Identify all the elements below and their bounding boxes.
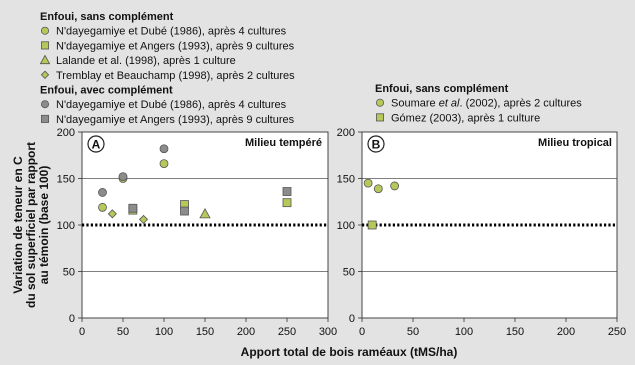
data-point-square	[129, 204, 137, 212]
data-point-circle	[99, 188, 107, 196]
y-tick-label: 150	[56, 173, 75, 186]
data-point-square	[283, 188, 291, 196]
y-tick-label: 200	[56, 127, 75, 139]
legend-entry-label: N'dayegamiye et Dubé (1986), après 4 cultures	[56, 99, 287, 112]
legend-marker-circle	[376, 99, 383, 106]
x-tick-label: 250	[277, 326, 297, 338]
legend-entry-label: Tremblay et Beauchamp (1998), après 2 cultures	[56, 69, 295, 82]
y-tick-label: 0	[348, 313, 355, 325]
x-tick-label: 150	[505, 326, 525, 338]
y-axis-label: Variation de teneur en Cdu sol superficiel par rapportau témoin (base 100)	[11, 141, 51, 309]
data-point-circle	[119, 173, 127, 181]
data-point-circle	[99, 203, 107, 211]
legend-marker-circle	[41, 27, 48, 34]
legend-entry-label: N'dayegamiye et Dubé (1986), après 4 cultures	[56, 25, 287, 38]
data-point-square	[181, 207, 189, 215]
data-point-square	[368, 221, 376, 229]
data-point-circle	[160, 145, 168, 153]
x-tick-label: 100	[154, 326, 174, 338]
legend-marker-triangle	[40, 56, 49, 64]
legend-entry-label: N'dayegamiye et Angers (1993), après 9 cultures	[56, 40, 295, 53]
legend-entry-label: Gómez (2003), après 1 culture	[391, 112, 541, 125]
legend-group-title: Enfoui, avec complément	[40, 84, 173, 97]
y-tick-label: 200	[336, 127, 355, 139]
panel-letter: B	[371, 137, 381, 152]
legend-marker-square	[376, 114, 383, 121]
legend-entry-label: Soumare et al. (2002), après 2 cultures	[391, 97, 582, 110]
x-axis-label: Apport total de bois raméaux (tMS/ha)	[240, 345, 458, 359]
data-point-circle	[160, 160, 168, 168]
x-tick-label: 250	[607, 326, 627, 338]
y-tick-label: 50	[342, 266, 355, 279]
x-tick-label: 0	[78, 326, 86, 338]
legend-entry-label: Lalande et al. (1998), après 1 culture	[56, 55, 236, 68]
panel-label: Milieu tempéré	[244, 137, 322, 149]
x-tick-label: 200	[236, 326, 256, 338]
legend-marker-circle	[41, 101, 48, 108]
x-tick-label: 0	[358, 326, 366, 338]
data-point-circle	[391, 182, 399, 190]
data-point-square	[283, 199, 291, 207]
legend-group-title: Enfoui, sans complément	[375, 83, 509, 95]
y-tick-label: 100	[56, 220, 75, 232]
x-tick-label: 50	[116, 326, 130, 338]
y-tick-label: 150	[336, 173, 355, 186]
legend-marker-square	[41, 115, 48, 122]
data-point-circle	[374, 185, 382, 193]
panel-letter: A	[91, 137, 101, 152]
x-tick-label: 300	[318, 326, 338, 338]
y-tick-label: 100	[336, 220, 355, 232]
legend-entry-label: N'dayegamiye et Angers (1993), après 9 cultures	[56, 113, 295, 126]
x-tick-label: 150	[195, 326, 215, 338]
y-tick-label: 0	[68, 313, 75, 325]
legend-marker-square	[41, 42, 48, 49]
x-tick-label: 50	[406, 326, 420, 338]
panel-label: Milieu tropical	[538, 137, 612, 149]
data-point-circle	[364, 179, 372, 187]
legend-group-title: Enfoui, sans complément	[40, 11, 174, 23]
x-tick-label: 200	[556, 326, 576, 338]
legend-marker-diamond	[41, 71, 48, 78]
y-tick-label: 50	[62, 266, 75, 279]
x-tick-label: 100	[454, 326, 474, 338]
